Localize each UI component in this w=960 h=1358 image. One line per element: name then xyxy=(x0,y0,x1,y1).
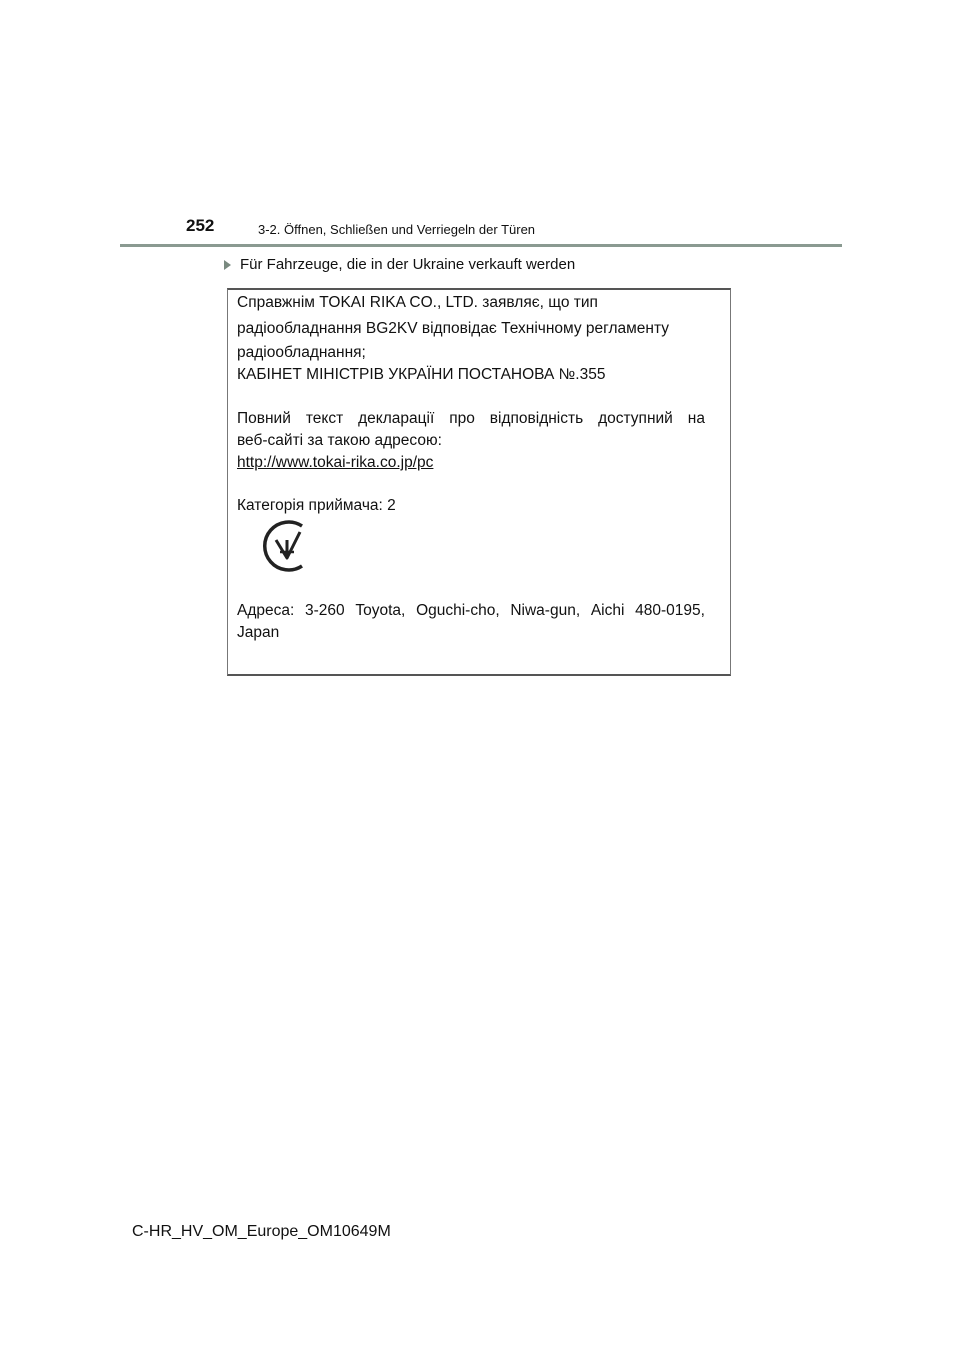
word: на xyxy=(687,410,705,427)
declaration-line-2: радіообладнання BG2KV відповідає Технічному регламенту xyxy=(237,320,670,337)
triangle-bullet-icon xyxy=(224,260,231,270)
document-code-footer: C-HR_HV_OM_Europe_OM10649M xyxy=(132,1223,391,1240)
declaration-line-4: КАБІНЕТ МІНІСТРІВ УКРАЇНИ ПОСТАНОВА №.355 xyxy=(237,366,606,383)
declaration-line-5 xyxy=(237,410,705,428)
word: 3-260 xyxy=(305,602,345,619)
ukrainian-conformity-mark-icon xyxy=(258,518,314,574)
header-divider xyxy=(120,244,842,247)
address-line-2: Japan xyxy=(237,624,280,641)
receiver-category: Категорія приймача: 2 xyxy=(237,497,396,514)
declaration-line-1: Справжнім TOKAI RIKA CO., LTD. заявляє, що тип xyxy=(237,294,598,311)
declaration-line-3: радіообладнання; xyxy=(237,344,366,361)
word: доступний xyxy=(598,410,673,427)
declaration-box xyxy=(227,288,731,676)
word: декларації xyxy=(358,410,435,427)
bullet-heading xyxy=(224,256,575,273)
word: текст xyxy=(305,410,344,427)
word: Niwa-gun, xyxy=(510,602,581,619)
declaration-line-6: веб-сайті за такою адресою: xyxy=(237,432,442,449)
word: Повний xyxy=(237,410,291,427)
declaration-url-link[interactable]: http://www.tokai-rika.co.jp/pc xyxy=(237,454,434,471)
section-title: 3-2. Öffnen, Schließen und Verriegeln der Türen xyxy=(258,222,536,237)
word: Aichi xyxy=(590,602,625,619)
page-number: 252 xyxy=(186,216,215,235)
address-line-1 xyxy=(237,602,705,620)
word: 480-0195, xyxy=(635,602,705,619)
word: Oguchi-cho, xyxy=(416,602,500,619)
word: Адреса: xyxy=(237,602,295,619)
bullet-text: Für Fahrzeuge, die in der Ukraine verkauft werden xyxy=(240,256,576,273)
word: про xyxy=(449,410,475,427)
word: відповідність xyxy=(489,410,584,427)
word: Toyota, xyxy=(355,602,406,619)
